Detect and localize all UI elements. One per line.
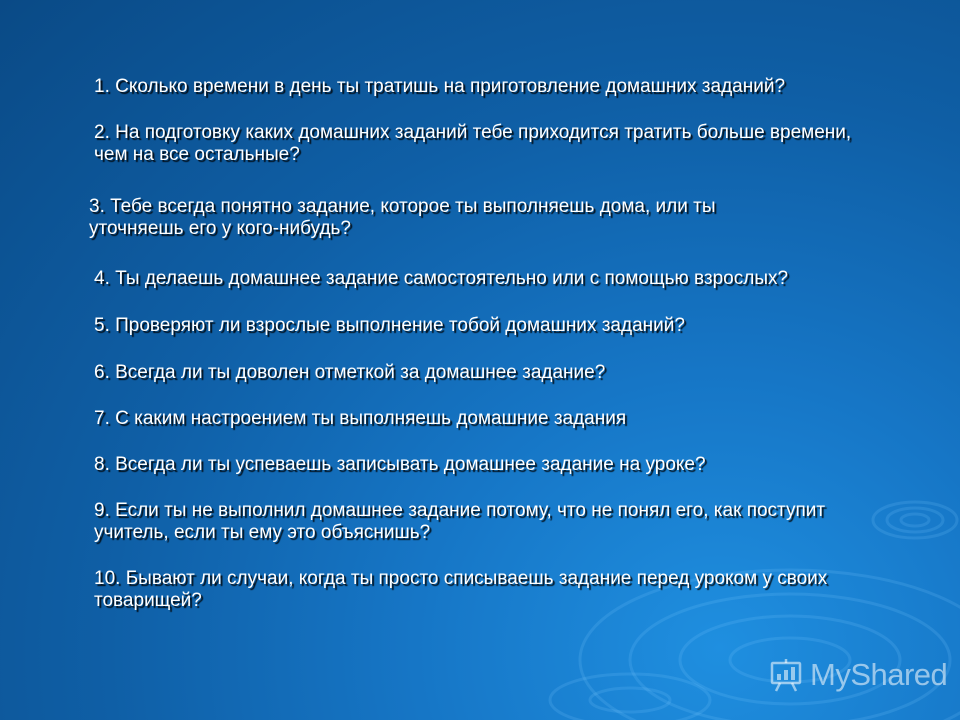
question-9: 9. Если ты не выполнил домашнее задание потому, что не понял его, как поступит учитель, если ты ему это объяснишь? xyxy=(94,500,826,543)
presentation-board-icon xyxy=(768,657,804,693)
question-6: 6. Всегда ли ты доволен отметкой за домашнее задание? xyxy=(94,362,606,383)
question-3 xyxy=(89,196,809,240)
myshared-logo xyxy=(768,655,947,695)
question-10: 10. Бывают ли случаи, когда ты просто списываешь задание перед уроком у своих товарищей? xyxy=(94,568,828,611)
question-4: 4. Ты делаешь домашнее задание самостоятельно или с помощью взрослых? xyxy=(94,268,789,289)
question-3-text: 3. Тебе всегда понятно задание, которое ты выполняешь дома, или ты уточняешь его у кого-нибудь? xyxy=(89,196,716,239)
question-5: 5. Проверяют ли взрослые выполнение тобой домашних заданий? xyxy=(94,315,685,336)
question-7: 7. С каким настроением ты выполняешь домашние задания xyxy=(94,408,627,429)
question-8: 8. Всегда ли ты успеваешь записывать домашнее задание на уроке? xyxy=(94,454,706,475)
logo-text: MyShared xyxy=(810,657,948,692)
question-2: 2. На подготовку каких домашних заданий тебе приходится тратить больше времени, чем на все остальные? xyxy=(94,122,852,165)
question-1: 1. Сколько времени в день ты тратишь на приготовление домашних заданий? xyxy=(94,76,786,97)
